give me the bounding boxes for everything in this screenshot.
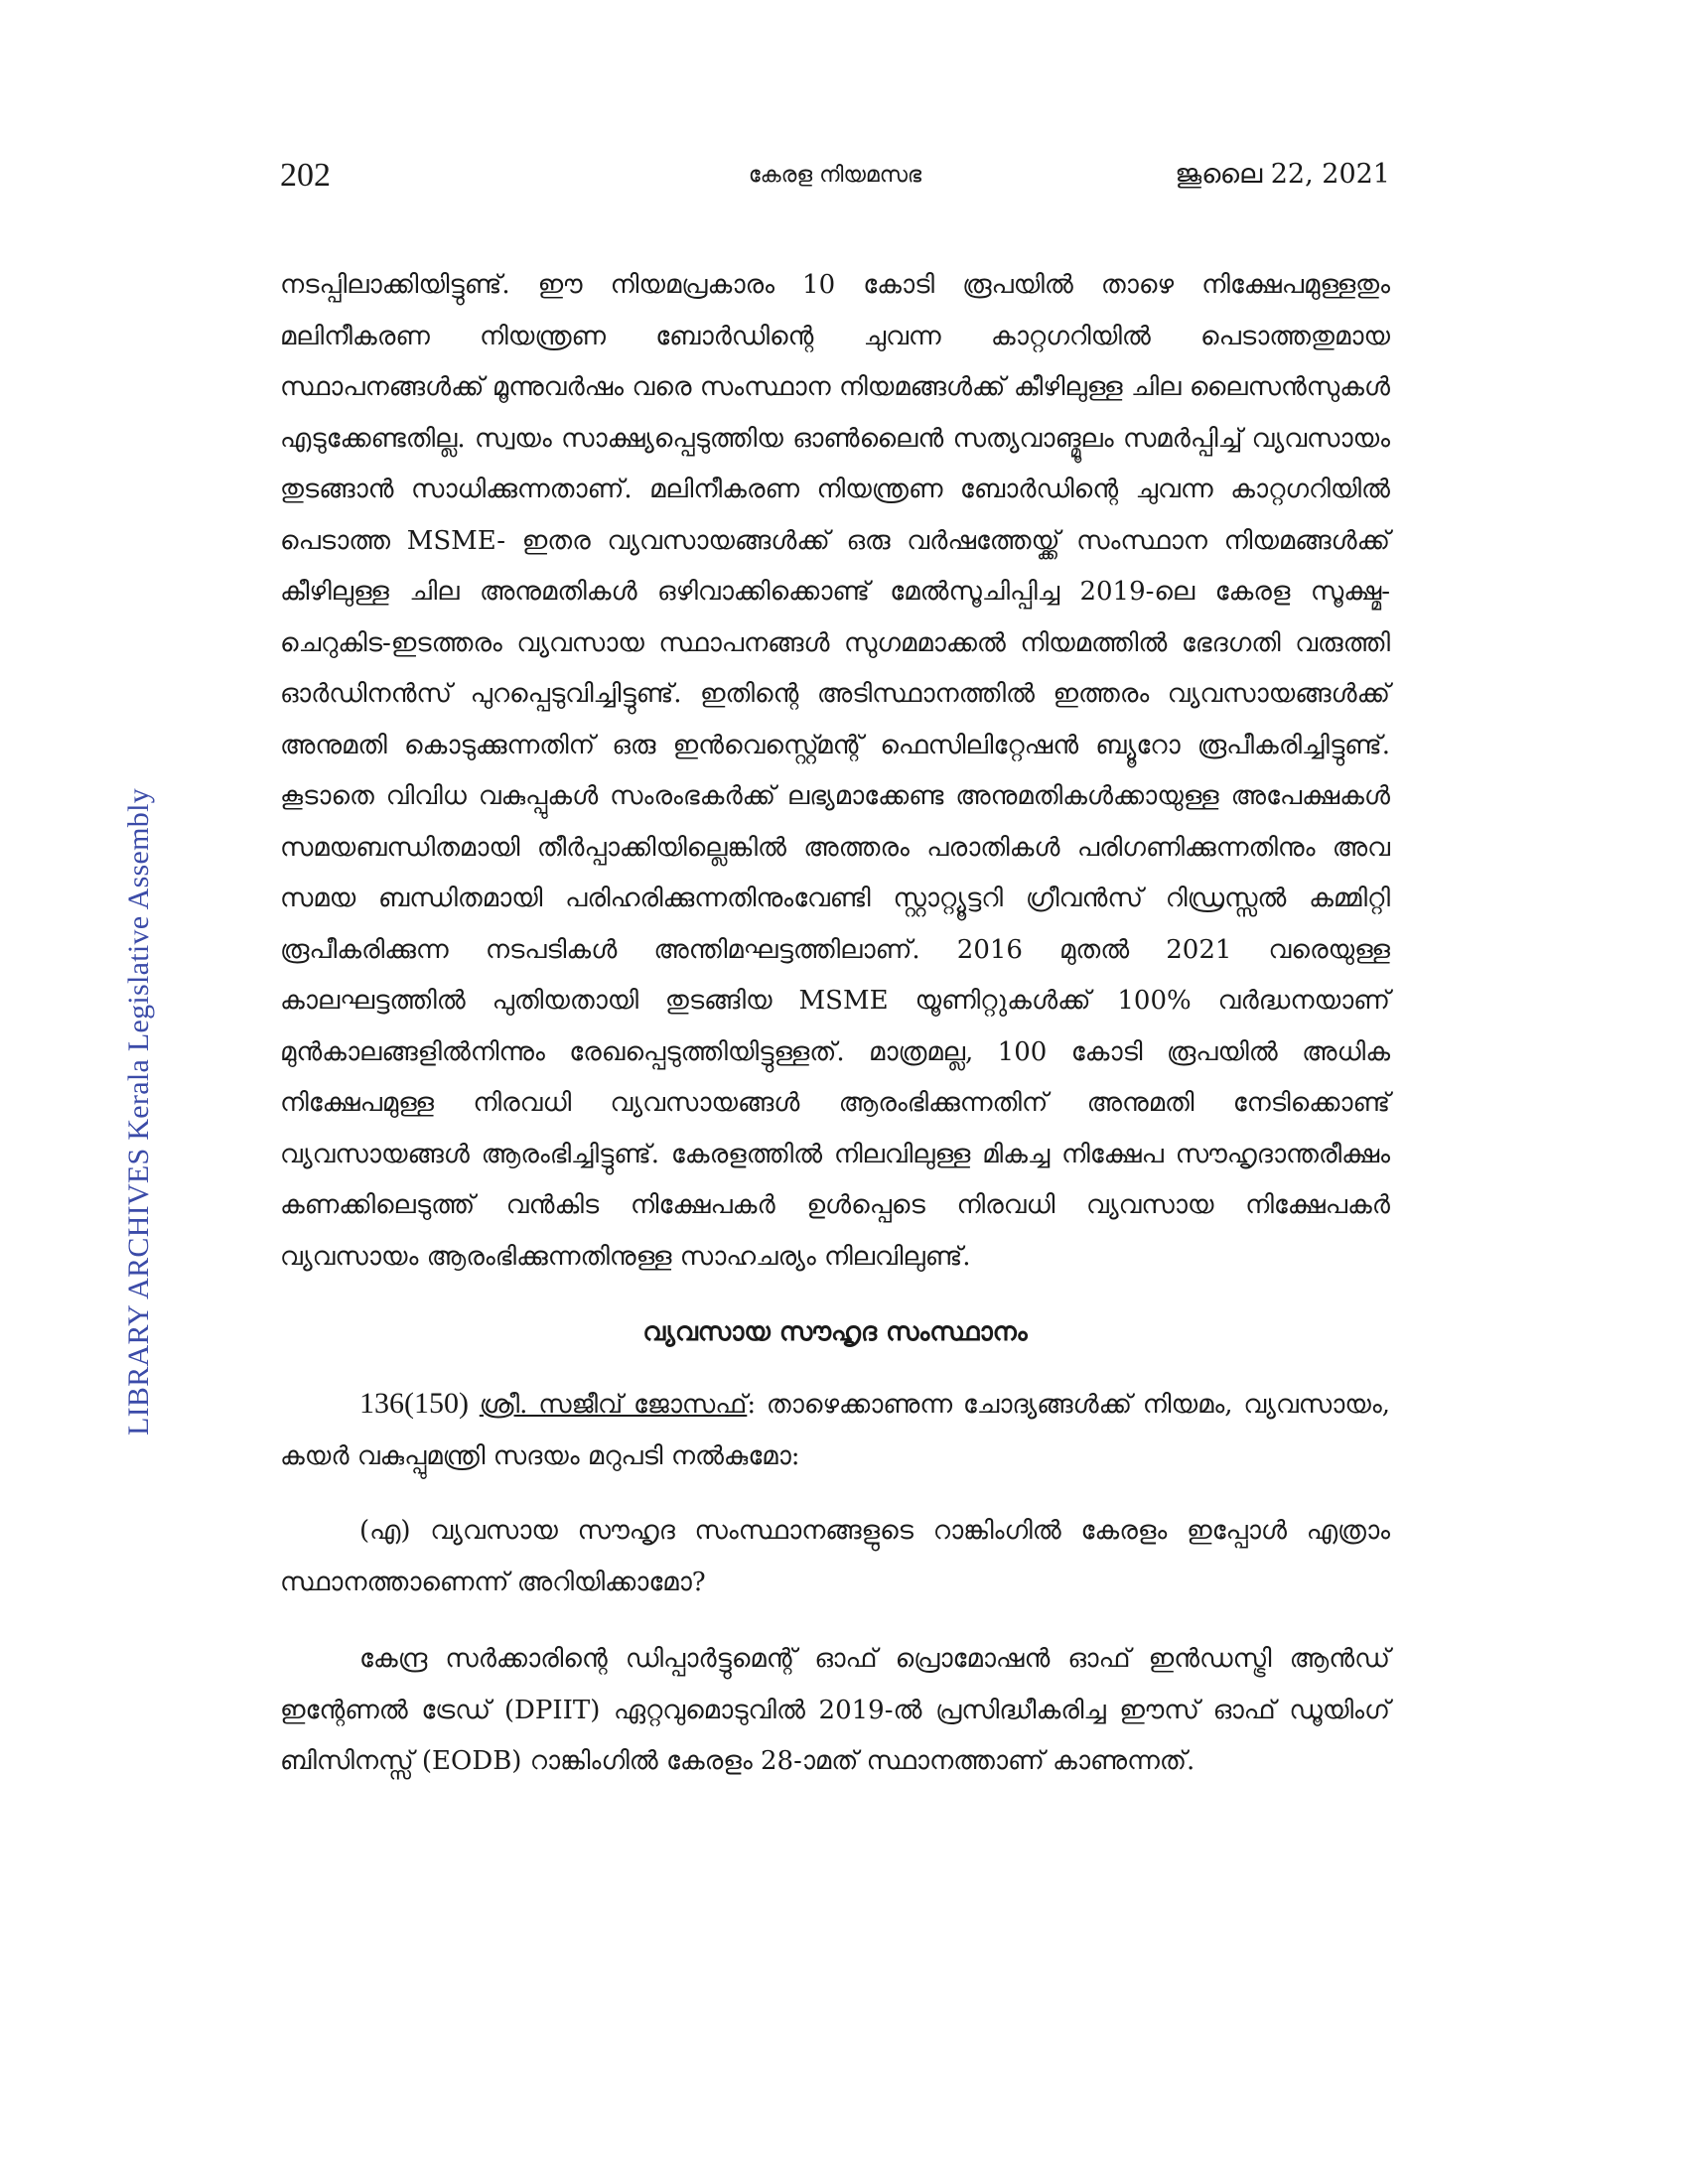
question-number: 136(150) (359, 1387, 469, 1420)
page-number: 202 (280, 157, 331, 194)
answer-paragraph: കേന്ദ്ര സർക്കാരിന്റെ ഡിപ്പാർട്ടുമെന്റ് ഓഫ് പ്രൊമോഷൻ ഓഫ് ഇൻഡസ്ട്രി ആൻഡ് ഇന്റേണൽ ട്രേഡ് (DPIIT) ഏറ്റവുമൊടുവിൽ 2019-ൽ പ്രസിദ്ധീകരിച്ച ഈസ് ഓഫ് ഡൂയിംഗ് ബിസിനസ്സ് (EODB) റാങ്കിംഗിൽ കേരളം 28-ാമത് സ്ഥാനത്താണ് കാണുന്നത്. (280, 1644, 1390, 1776)
document-body (280, 260, 1390, 1788)
section-heading: വ്യവസായ സൗഹൃദ സംസ്ഥാനം (642, 1317, 1028, 1347)
running-title: കേരള നിയമസഭ (748, 163, 922, 188)
archive-watermark: LIBRARY ARCHIVES Kerala Legislative Assembly (122, 787, 155, 1436)
sub-question-a: (എ) വ്യവസായ സൗഹൃദ സംസ്ഥാനങ്ങളുടെ റാങ്കിംഗിൽ കേരളം ഇപ്പോൾ എത്രാം സ്ഥാനത്താണെന്ന് അറിയിക്കാമോ? (280, 1516, 1390, 1597)
header-date: ജൂലൈ 22, 2021 (1175, 159, 1390, 190)
question-intro: : താഴെക്കാണുന്ന ചോദ്യങ്ങൾക്ക് നിയമം, വ്യവസായം, കയർ വകുപ്പുമന്ത്രി സദയം മറുപടി നൽകുമോ: (280, 1390, 1390, 1471)
page-header (280, 157, 1390, 197)
question-paragraph (280, 1378, 1390, 1482)
intro-paragraph: നടപ്പിലാക്കിയിട്ടുണ്ട്. ഈ നിയമപ്രകാരം 10 കോടി രൂപയിൽ താഴെ നിക്ഷേപമുള്ളതും മലിനീകരണ നിയന്ത്രണ ബോർഡിന്റെ ചുവന്ന കാറ്റഗറിയിൽ പെടാത്തതുമായ സ്ഥാപനങ്ങൾക്ക് മൂന്നുവർഷം വരെ സംസ്ഥാന നിയമങ്ങൾക്ക് കീഴിലുള്ള ചില ലൈസൻസുകൾ എടുക്കേണ്ടതില്ല. സ്വയം സാക്ഷ്യപ്പെടുത്തിയ ഓൺലൈൻ സത്യവാങ്മൂലം സമർപ്പിച്ച് വ്യവസായം തുടങ്ങാൻ സാധിക്കുന്നതാണ്. മലിനീകരണ നിയന്ത്രണ ബോർഡിന്റെ ചുവന്ന കാറ്റഗറിയിൽ പെടാത്ത MSME- ഇതര വ്യവസായങ്ങൾക്ക് ഒരു വർഷത്തേയ്ക്ക് സംസ്ഥാന നിയമങ്ങൾക്ക് കീഴിലുള്ള ചില അനുമതികൾ ഒഴിവാക്കിക്കൊണ്ട് മേൽസൂചിപ്പിച്ച 2019-ലെ കേരള സൂക്ഷ്മ-ചെറുകിട-ഇടത്തരം വ്യവസായ സ്ഥാപനങ്ങൾ സുഗമമാക്കൽ നിയമത്തിൽ ഭേദഗതി വരുത്തി ഓർഡിനൻസ് പുറപ്പെടുവിച്ചിട്ടുണ്ട്. ഇതിന്റെ അടിസ്ഥാനത്തിൽ ഇത്തരം വ്യവസായങ്ങൾക്ക് അനുമതി കൊടുക്കുന്നതിന് ഒരു ഇൻവെസ്റ്റ്മെന്റ് ഫെസിലിറ്റേഷൻ ബ്യൂറോ രൂപീകരിച്ചിട്ടുണ്ട്. കൂടാതെ വിവിധ വകുപ്പുകൾ സംരംഭകർക്ക് ലഭ്യമാക്കേണ്ട അനുമതികൾക്കായുള്ള അപേക്ഷകൾ സമയബന്ധിതമായി തീർപ്പാക്കിയില്ലെങ്കിൽ അത്തരം പരാതികൾ പരിഗണിക്കുന്നതിനും അവ സമയ ബന്ധിതമായി പരിഹരിക്കുന്നതിനുംവേണ്ടി സ്റ്റാറ്റ്യൂട്ടറി ഗ്രീവൻസ് റിഡ്രസ്സൽ കമ്മിറ്റി രൂപീകരിക്കുന്ന നടപടികൾ അന്തിമഘട്ടത്തിലാണ്. 2016 മുതൽ 2021 വരെയുള്ള കാലഘട്ടത്തിൽ പുതിയതായി തുടങ്ങിയ MSME യൂണിറ്റുകൾക്ക് 100% വർദ്ധനയാണ് മുൻകാലങ്ങളിൽനിന്നും രേഖപ്പെടുത്തിയിട്ടുള്ളത്. മാത്രമല്ല, 100 കോടി രൂപയിൽ അധിക നിക്ഷേപമുള്ള നിരവധി വ്യവസായങ്ങൾ ആരംഭിക്കുന്നതിന് അനുമതി നേടിക്കൊണ്ട് വ്യവസായങ്ങൾ ആരംഭിച്ചിട്ടുണ്ട്. കേരളത്തിൽ നിലവിലുള്ള മികച്ച നിക്ഷേപ സൗഹൃദാന്തരീക്ഷം കണക്കിലെടുത്ത് വൻകിട നിക്ഷേപകർ ഉൾപ്പെടെ നിരവധി വ്യവസായ നിക്ഷേപകർ വ്യവസായം ആരംഭിക്കുന്നതിനുള്ള സാഹചര്യം നിലവിലുണ്ട്. (280, 270, 1390, 1272)
member-name: ശ്രീ. സജീവ് ജോസഫ് (479, 1390, 748, 1420)
